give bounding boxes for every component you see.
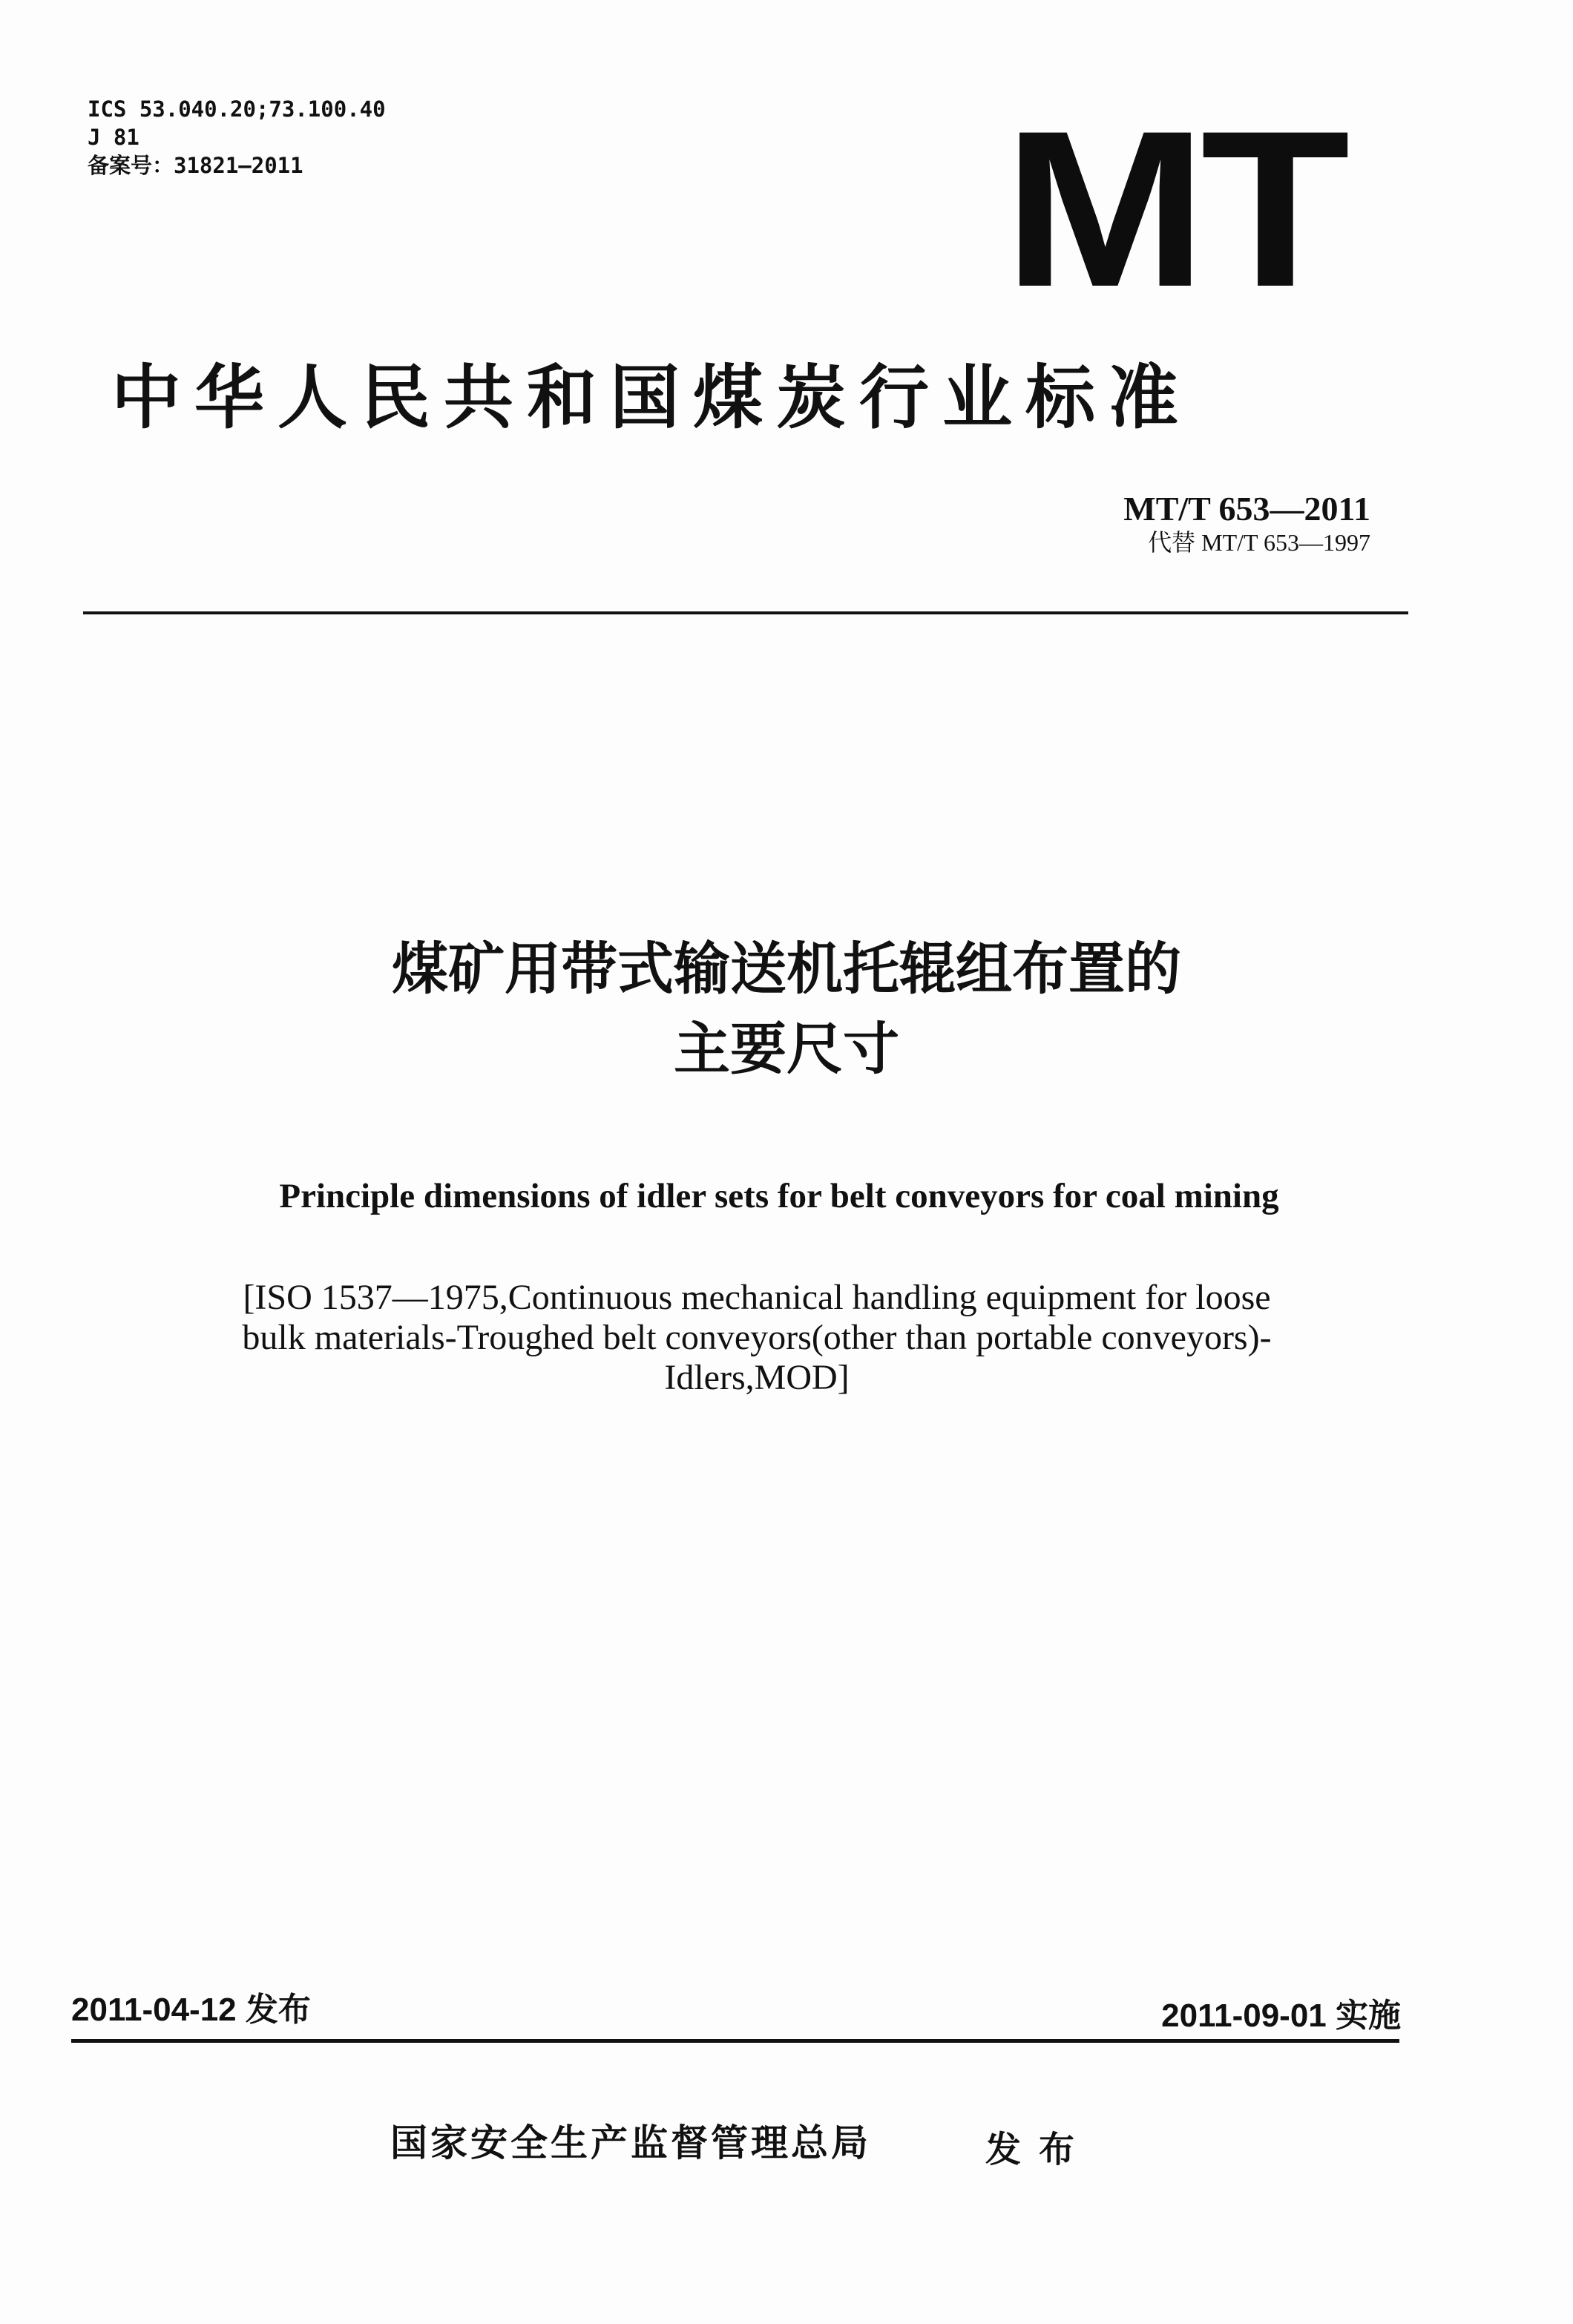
ccs-code: J 81 (88, 125, 139, 150)
header-divider (83, 611, 1408, 614)
iso-reference: [ISO 1537—1975,Continuous mechanical handling equipment for loose bulk materials-Troughed belt conveyors(other than portable conveyors)-Idlers,MOD] (242, 1278, 1272, 1397)
mt-logo: MT (1003, 84, 1344, 333)
footer-divider (71, 2039, 1399, 2043)
title-cn-line-1: 煤矿用带式输送机托辊组布置的 (392, 936, 1181, 1002)
effective-date: 2011-09-01 实施 (1161, 1998, 1401, 2034)
title-cn-line-2: 主要尺寸 (674, 1016, 899, 1082)
classification-block (88, 95, 386, 180)
standard-number: MT/T 653—2011 (1123, 490, 1370, 528)
replaces-standard: 代替 MT/T 653—1997 (1148, 529, 1370, 556)
ics-code: ICS 53.040.20;73.100.40 (88, 96, 386, 122)
filing-number: 备案号：31821—2011 (88, 153, 303, 178)
document-title-cn (0, 929, 1573, 1089)
standard-category-title: 中华人民共和国煤炭行业标准 (111, 358, 1192, 439)
issuing-authority: 国家安全生产监督管理总局 (390, 2121, 871, 2164)
issue-date: 2011-04-12 发布 (71, 1992, 311, 2028)
document-title-en: Principle dimensions of idler sets for belt conveyors for coal mining (279, 1177, 1279, 1215)
issue-label: 发布 (985, 2129, 1093, 2170)
